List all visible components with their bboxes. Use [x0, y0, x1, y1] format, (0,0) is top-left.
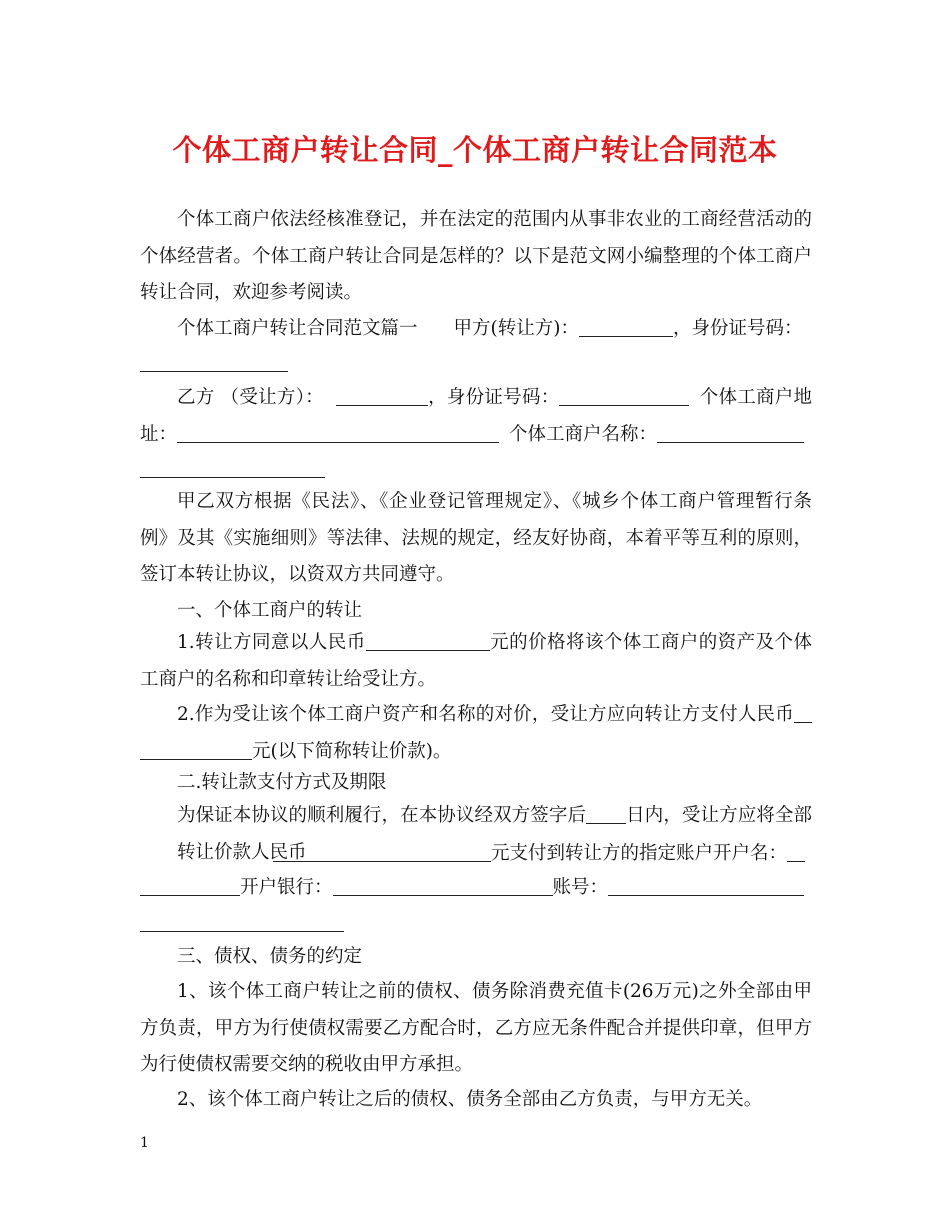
- account-number-blank-cont: [140, 931, 344, 932]
- account-name-blank-cont: [140, 875, 240, 896]
- payment-blank-cont: [140, 739, 252, 760]
- party-b-address-blank: [177, 422, 499, 443]
- price-blank: [366, 630, 490, 651]
- party-a-label: 甲方(转让方)：: [453, 318, 579, 339]
- payment-blank: [794, 702, 812, 723]
- section3-item2: 2、该个体工商户转让之后的债权、债务全部由乙方负责，与甲方无关。: [177, 1089, 763, 1110]
- party-b-label: 乙方 （受让方）：: [177, 387, 324, 408]
- section1-item2-part-a: 2.作为受让该个体工商户资产和名称的对价，受让方应向转让方支付人民币: [177, 704, 794, 725]
- section1-heading: 一、个体工商户的转让: [177, 600, 363, 621]
- section2-text-b: 日内，受让方应将全部转让价款人民币: [177, 805, 812, 863]
- bank-line: [140, 870, 812, 907]
- party-a-prefix: 个体工商户转让合同范文篇一: [177, 318, 418, 339]
- party-b-shop-name-blank: [657, 422, 804, 443]
- transfer-amount-blank: [273, 841, 491, 862]
- party-b-id-label: ，身份证号码：: [427, 387, 560, 408]
- account-label: 账号：: [552, 877, 609, 898]
- section3-item1: 1、该个体工商户转让之前的债权、债务除消费充值卡(26万元)之外全部由甲方负责，甲方为行使债权需要乙方配合时，乙方应无条件配合并提供印章，但甲方为行使债权需要交纳的税收由甲方承担。: [140, 981, 812, 1075]
- section1-item1-part-a: 1.转让方同意以人民币: [177, 632, 366, 653]
- days-blank: [586, 803, 626, 824]
- party-a-line: [140, 311, 812, 348]
- section3-heading: 三、债权、债务的约定: [177, 946, 363, 967]
- section1-item2-part-b: 元(以下简称转让价款)。: [252, 740, 452, 762]
- basis-paragraph: 甲乙双方根据《民法》、《企业登记管理规定》、《城乡个体工商户管理暂行条例》及其《实施细则》等法律、法规的规定，经友好协商，本着平等互利的原则，签订本转让协议，以资双方共同遵守。: [140, 491, 812, 585]
- account-number-blank: [608, 875, 804, 896]
- party-b-name-blank: [336, 385, 428, 406]
- section2-text-c: 元支付到转让方的指定账户开户名：: [491, 843, 788, 864]
- section1-item2: [140, 697, 812, 770]
- party-a-id-blank: [140, 371, 288, 372]
- document-title: 个体工商户转让合同_个体工商户转让合同范本: [172, 133, 778, 167]
- party-a-id-label: ，身份证号码：: [672, 318, 803, 339]
- section1-item1: [140, 625, 812, 698]
- bank-blank: [333, 875, 553, 896]
- section1-item1-part-b: 元的价格将该个体工商户的资产及个体工商户的名称和印章转让给受让方。: [140, 632, 812, 690]
- account-name-blank: [787, 841, 805, 862]
- party-b-line: [140, 380, 812, 453]
- party-b-shop-name-blank-cont: [140, 477, 325, 478]
- section2-text-a: 为保证本协议的顺利履行，在本协议经双方签字后: [177, 805, 587, 826]
- party-b-name-label: 个体工商户名称：: [509, 423, 658, 445]
- party-b-id-blank: [559, 385, 689, 406]
- section2-heading: 二.转让款支付方式及期限: [177, 772, 387, 793]
- section2-text-cont: [140, 836, 812, 873]
- intro-paragraph: 个体工商户依法经核准登记，并在法定的范围内从事非农业的工商经营活动的个体经营者。个体工商户转让合同是怎样的？以下是范文网小编整理的个体工商户转让合同，欢迎参考阅读。: [140, 209, 812, 303]
- bank-label: 开户银行：: [240, 877, 333, 898]
- party-b-address-label: 个体工商户地址：: [140, 387, 812, 445]
- page-number: 1: [140, 1135, 149, 1151]
- party-a-name-blank: [579, 316, 673, 337]
